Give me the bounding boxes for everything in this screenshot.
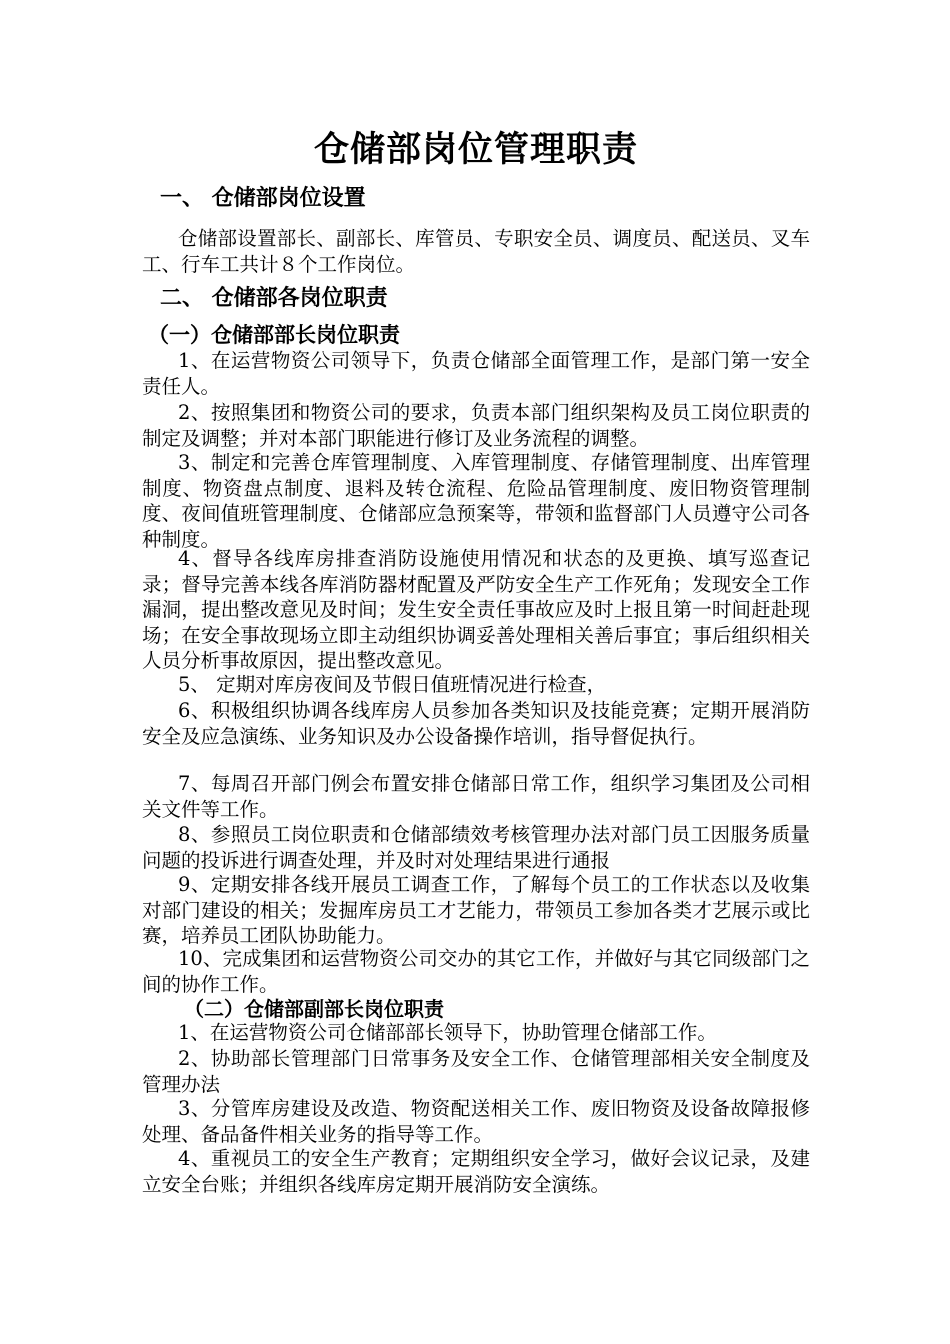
director-duty-3: 3、制定和完善仓库管理制度、入库管理制度、存储管理制度、出库管理制度、物资盘点制度、退料及转仓流程、危险品管理制度、废旧物资管理制度、夜间值班管理制度、仓储部应急预案等，带领和监督部门人员遵守公司各种制度。 xyxy=(142,451,810,551)
director-duty-6: 6、积极组织协调各线库房人员参加各类知识及技能竞赛；定期开展消防安全及应急演练、业务知识及办公设备操作培训，指导督促执行。 xyxy=(142,699,810,748)
document-title: 仓储部岗位管理职责 xyxy=(313,129,638,170)
director-duty-1: 1、在运营物资公司领导下，负责仓储部全面管理工作，是部门第一安全责任人。 xyxy=(142,349,810,398)
deputy-duties-heading: （二）仓储部副部长岗位职责 xyxy=(184,997,444,1021)
section-1-heading: 一、 仓储部岗位设置 xyxy=(160,186,366,211)
director-duty-8: 8、参照员工岗位职责和仓储部绩效考核管理办法对部门员工因服务质量问题的投诉进行调查处理，并及时对处理结果进行通报 xyxy=(142,823,810,872)
director-duty-10: 10、完成集团和运营物资公司交办的其它工作，并做好与其它同级部门之间的协作工作。 xyxy=(142,947,810,996)
director-duty-2: 2、按照集团和物资公司的要求，负责本部门组织架构及员工岗位职责的制定及调整；并对本部门职能进行修订及业务流程的调整。 xyxy=(142,401,810,450)
deputy-duty-4: 4、重视员工的安全生产教育；定期组织安全学习，做好会议记录，及建立安全台账；并组织各线库房定期开展消防安全演练。 xyxy=(142,1147,810,1196)
section-2-heading: 二、 仓储部各岗位职责 xyxy=(160,286,388,311)
section-1-body: 仓储部设置部长、副部长、库管员、专职安全员、调度员、配送员、叉车工、行车工共计８个工作岗位。 xyxy=(142,227,810,276)
director-duties-heading: （一）仓储部部长岗位职责 xyxy=(148,323,400,347)
deputy-duty-3: 3、分管库房建设及改造、物资配送相关工作、废旧物资及设备故障报修处理、备品备件相关业务的指导等工作。 xyxy=(142,1097,810,1146)
deputy-duty-1: 1、在运营物资公司仓储部部长领导下，协助管理仓储部工作。 xyxy=(178,1021,717,1044)
director-duty-5: 5、 定期对库房夜间及节假日值班情况进行检查， xyxy=(178,673,607,696)
deputy-duty-2: 2、协助部长管理部门日常事务及安全工作、仓储管理部相关安全制度及管理办法 xyxy=(142,1047,810,1096)
director-duty-7: 7、每周召开部门例会布置安排仓储部日常工作，组织学习集团及公司相关文件等工作。 xyxy=(142,772,810,821)
director-duty-9: 9、定期安排各线开展员工调查工作，了解每个员工的工作状态以及收集对部门建设的相关；发掘库房员工才艺能力，带领员工参加各类才艺展示或比赛，培养员工团队协助能力。 xyxy=(142,873,810,947)
director-duty-4: 4、督导各线库房排查消防设施使用情况和状态的及更换、填写巡查记录；督导完善本线各库消防器材配置及严防安全生产工作死角；发现安全工作漏洞，提出整改意见及时间；发生安全责任事故应及时上报且第一时间赶赴现场；在安全事故现场立即主动组织协调妥善处理相关善后事宜；事后组织相关人员分析事故原因，提出整改意见。 xyxy=(142,547,810,672)
